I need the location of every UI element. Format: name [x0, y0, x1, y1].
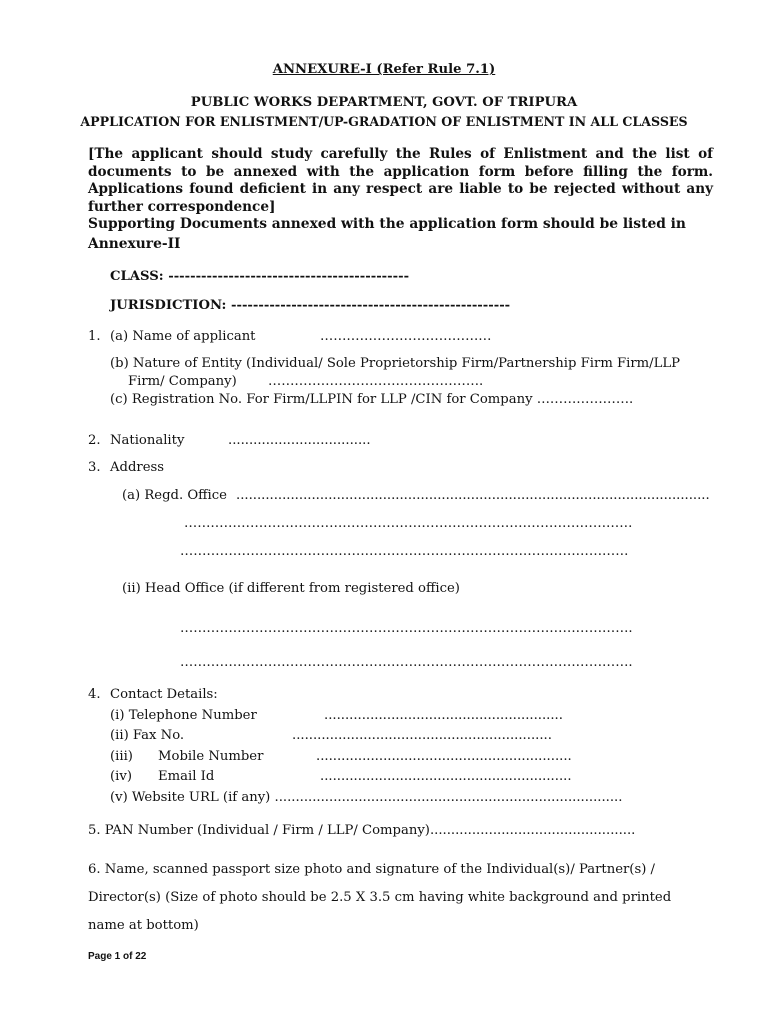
jurisdiction-field[interactable]: JURISDICTION: --------------------------------------------------- [110, 298, 511, 313]
item2-number: 2. [88, 433, 101, 448]
head-office-field-line1[interactable]: …………………………………………………………………………………………. [180, 621, 633, 636]
supporting-docs-line2: Annexure-II [88, 236, 181, 252]
pan-number-field[interactable]: 5. PAN Number (Individual / Firm / LLP/ Company)................................................. [88, 823, 636, 838]
telephone-label: (i) Telephone Number [110, 708, 257, 723]
item4-number: 4. [88, 687, 101, 702]
entity-nature-field[interactable]: …………………………………………. [268, 374, 484, 389]
mobile-label: Mobile Number [158, 749, 264, 764]
telephone-field[interactable]: ......................................................... [324, 708, 563, 723]
registration-no-field[interactable]: (c) Registration No. For Firm/LLPIN for LLP /CIN for Company …………………. [110, 392, 634, 407]
website-field[interactable]: (v) Website URL (if any) ................................................................................... [110, 790, 623, 805]
head-office-label: (ii) Head Office (if different from registered office) [122, 581, 460, 596]
regd-office-field-line3[interactable]: ………………………………………………………………………………………… [180, 544, 629, 559]
fax-field[interactable]: .............................................................. [292, 728, 552, 743]
nationality-field[interactable]: .................................. [228, 433, 371, 448]
mobile-number-index: (iii) [110, 749, 133, 764]
photo-signature-line1: 6. Name, scanned passport size photo and signature of the Individual(s)/ Partner(s) / [88, 862, 656, 877]
nationality-label: Nationality [110, 433, 185, 448]
form-title: APPLICATION FOR ENLISTMENT/UP-GRADATION OF ENLISTMENT IN ALL CLASSES [80, 114, 688, 129]
entity-nature-label-cont: Firm/ Company) [128, 374, 237, 389]
page-number: Page 1 of 22 [88, 951, 147, 962]
email-index: (iv) [110, 769, 132, 784]
address-label: Address [110, 460, 165, 475]
applicant-name-field[interactable]: ………………………………… [320, 329, 492, 344]
fax-label: (ii) Fax No. [110, 728, 185, 743]
regd-office-field[interactable]: ................................................................................................................. [236, 488, 710, 503]
head-office-field-line2[interactable]: …………………………………………………………………………………………. [180, 655, 633, 670]
department-heading: PUBLIC WORKS DEPARTMENT, GOVT. OF TRIPURA [190, 95, 578, 110]
mobile-field[interactable]: ............................................................. [316, 749, 572, 764]
applicant-name-label: (a) Name of applicant [110, 329, 256, 344]
email-label: Email Id [158, 769, 215, 784]
item1-number: 1. [88, 329, 101, 344]
photo-signature-line2: Director(s) (Size of photo should be 2.5 X 3.5 cm having white background and printed [88, 890, 672, 905]
annexure-heading: ANNEXURE-I (Refer Rule 7.1) [272, 62, 496, 77]
regd-office-label: (a) Regd. Office [122, 488, 227, 503]
supporting-docs-line1: Supporting Documents annexed with the application form should be listed in [88, 216, 686, 232]
class-field[interactable]: CLASS: -------------------------------------------- [110, 269, 410, 284]
regd-office-field-line2[interactable]: ………………………………………………………………………………………… [184, 516, 633, 531]
photo-signature-line3: name at bottom) [88, 918, 199, 933]
email-field[interactable]: ............................................................ [320, 769, 572, 784]
item3-number: 3. [88, 460, 101, 475]
entity-nature-label: (b) Nature of Entity (Individual/ Sole Proprietorship Firm/Partnership Firm Firm/LLP [110, 356, 681, 371]
instruction-paragraph: [The applicant should study carefully the Rules of Enlistment and the list of documents to be annexed with the application form before filling the form. Applications found deficient in any respect are liable to be rejected without any further correspondence] [88, 146, 713, 215]
contact-details-label: Contact Details: [110, 687, 218, 702]
